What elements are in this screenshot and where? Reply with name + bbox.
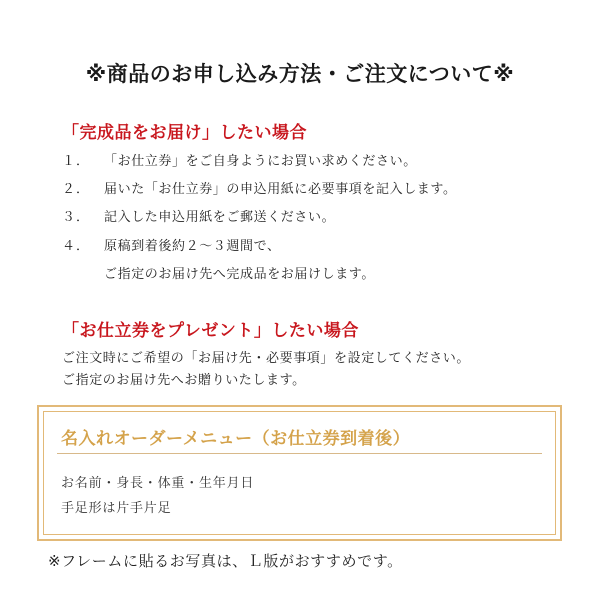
section-heading-gift-voucher: 「お仕立券をプレゼント」したい場合 bbox=[62, 321, 359, 341]
menu-item: 手足形は片手片足 bbox=[61, 501, 172, 516]
step-text: 届いた「お仕立券」の申込用紙に必要事項を記入します。 bbox=[104, 182, 457, 197]
step-text-continued: ご指定のお届け先へ完成品をお届けします。 bbox=[104, 267, 375, 282]
gift-instructions-line: ご注文時にご希望の「お届け先・必要事項」を設定してください。 bbox=[62, 351, 471, 366]
photo-size-note: ※フレームに貼るお写真は、Ｌ版がおすすめです。 bbox=[48, 552, 403, 570]
name-order-menu-box bbox=[37, 405, 562, 541]
step-number: ２． bbox=[62, 182, 91, 197]
step-number: ３． bbox=[62, 210, 91, 225]
step-number: １． bbox=[62, 154, 91, 169]
box-title: 名入れオーダーメニュー（お仕立券到着後） bbox=[61, 429, 411, 449]
section-heading-finished-product: 「完成品をお届け」したい場合 bbox=[62, 123, 307, 143]
step-text: 記入した申込用紙をご郵送ください。 bbox=[104, 210, 336, 225]
step-number: ４． bbox=[62, 239, 91, 254]
box-divider bbox=[57, 453, 542, 454]
step-text: 「お仕立券」をご自身ようにお買い求めください。 bbox=[104, 154, 417, 169]
menu-item: お名前・身長・体重・生年月日 bbox=[61, 476, 255, 491]
step-text: 原稿到着後約２～３週間で、 bbox=[104, 239, 281, 254]
page-title: ※商品のお申し込み方法・ご注文について※ bbox=[85, 62, 515, 86]
gift-instructions-line: ご指定のお届け先へお贈りいたします。 bbox=[62, 373, 306, 388]
